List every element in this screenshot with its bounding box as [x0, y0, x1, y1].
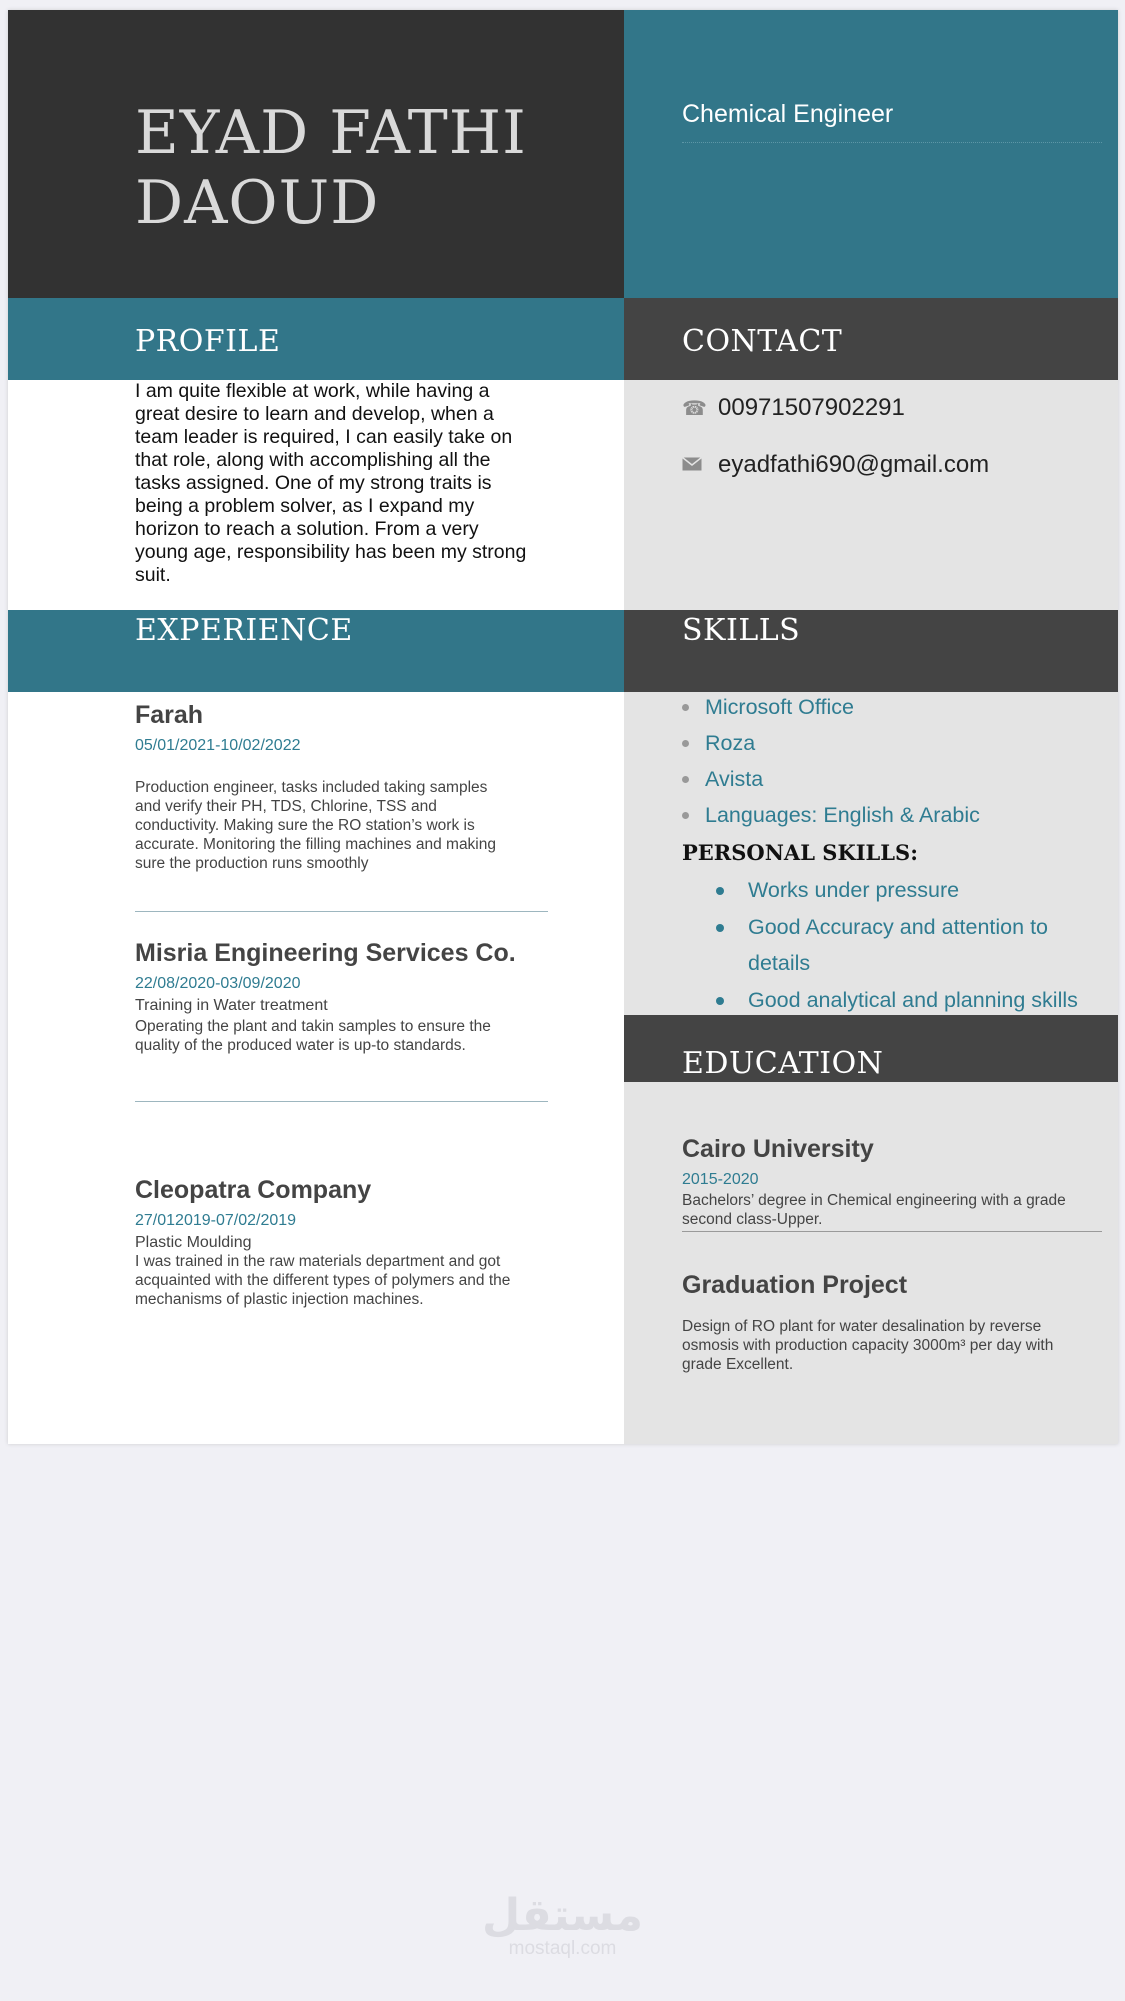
- personal-skill-item: [716, 909, 1078, 946]
- experience-dates: 27/012019-07/02/2019: [135, 1212, 297, 1229]
- phone-icon: ☎: [682, 397, 707, 420]
- description-line: conductivity. Making sure the RO station’s work is: [135, 817, 475, 834]
- profile-summary: [135, 380, 555, 587]
- experience-divider: [135, 911, 548, 912]
- profile-title-bar: [8, 298, 624, 380]
- contact-heading: CONTACT: [682, 324, 843, 359]
- description-line: mechanisms of plastic injection machines.: [135, 1291, 424, 1308]
- profile-line: great desire to learn and develop, when a: [135, 403, 494, 425]
- bullet-icon: [716, 997, 724, 1005]
- description-line: Production engineer, tasks included taking samples: [135, 779, 488, 796]
- description-line: accurate. Monitoring the filling machines and making: [135, 836, 496, 853]
- description-line: and verify their PH, TDS, Chlorine, TSS and: [135, 798, 437, 815]
- description-line: I was trained in the raw materials department and got: [135, 1253, 501, 1270]
- experience-description: [135, 1252, 585, 1309]
- education-description: [682, 1317, 1102, 1374]
- skill-label: Roza: [705, 731, 756, 755]
- profile-line: young age, responsibility has been my strong: [135, 541, 527, 563]
- personal-skill-item: [716, 945, 1078, 982]
- experience-subtitle: Training in Water treatment: [135, 997, 328, 1014]
- profile-heading: PROFILE: [135, 324, 281, 359]
- personal-skills-heading: PERSONAL SKILLS:: [682, 840, 918, 865]
- skill-label: Microsoft Office: [705, 695, 854, 719]
- skill-item: [682, 695, 854, 720]
- role-divider: [682, 142, 1102, 143]
- experience-description: [135, 778, 575, 873]
- description-line: Operating the plant and takin samples to ensure the: [135, 1018, 491, 1035]
- role-header-block: [624, 10, 1118, 298]
- envelope-icon: [682, 454, 706, 477]
- description-line: acquainted with the different types of polymers and the: [135, 1272, 511, 1289]
- profile-line: that role, along with accomplishing all the: [135, 449, 491, 471]
- profile-line: horizon to reach a solution. From a very: [135, 518, 479, 540]
- experience-dates: 22/08/2020-03/09/2020: [135, 975, 301, 992]
- education-institution: Cairo University: [682, 1135, 874, 1163]
- watermark-domain: mostaql.com: [508, 1938, 617, 1959]
- education-divider: [682, 1231, 1102, 1232]
- personal-skill-label: Good analytical and planning skills: [748, 987, 1078, 1012]
- contact-phone: [682, 394, 905, 422]
- description-line: second class-Upper.: [682, 1211, 823, 1228]
- experience-divider: [135, 1101, 548, 1102]
- bullet-icon: [682, 740, 689, 747]
- profile-line: being a problem solver, as I expand my: [135, 495, 475, 517]
- experience-company: Cleopatra Company: [135, 1176, 372, 1204]
- personal-skill-label: Works under pressure: [748, 878, 960, 902]
- description-line: Design of RO plant for water desalination by reverse: [682, 1318, 1042, 1335]
- experience-company: Misria Engineering Services Co.: [135, 939, 516, 967]
- profile-line: team leader is required, I can easily take on: [135, 426, 513, 448]
- education-heading: EDUCATION: [682, 1046, 884, 1081]
- skill-label: Languages: English & Arabic: [705, 803, 980, 827]
- description-line: osmosis with production capacity 3000m³ per day with: [682, 1337, 1054, 1354]
- personal-skill-item: [716, 872, 1078, 909]
- phone-number[interactable]: 00971507902291: [718, 394, 905, 421]
- name-line-2: DAOUD: [135, 168, 380, 238]
- education-project-title: Graduation Project: [682, 1271, 908, 1299]
- contact-email: [682, 451, 989, 479]
- name-line-1: EYAD FATHI: [135, 98, 527, 168]
- personal-skill-item: [716, 982, 1078, 1019]
- personal-skill-label: details: [748, 951, 811, 975]
- personal-skills-list: [716, 872, 1078, 1018]
- personal-skill-label: Good Accuracy and attention to: [748, 914, 1049, 939]
- bullet-icon: [682, 704, 689, 711]
- skill-item: [682, 731, 755, 756]
- education-description: [682, 1191, 1102, 1229]
- skill-item: [682, 767, 763, 792]
- email-address[interactable]: eyadfathi690@gmail.com: [718, 451, 990, 478]
- profile-line: I am quite flexible at work, while having a: [135, 380, 490, 402]
- skills-heading: SKILLS: [682, 613, 801, 648]
- skill-item: [682, 803, 980, 828]
- description-line: Bachelors’ degree in Chemical engineering with a grade: [682, 1192, 1066, 1209]
- experience-subtitle: Plastic Moulding: [135, 1234, 252, 1251]
- skill-label: Avista: [705, 767, 764, 791]
- job-role: Chemical Engineer: [682, 100, 894, 128]
- description-line: grade Excellent.: [682, 1356, 794, 1373]
- experience-dates: 05/01/2021-10/02/2022: [135, 737, 301, 754]
- resume-page: [8, 10, 1118, 1444]
- candidate-name: [135, 98, 615, 238]
- experience-description: [135, 1017, 575, 1055]
- bullet-icon: [682, 812, 689, 819]
- bullet-icon: [716, 887, 724, 895]
- education-dates: 2015-2020: [682, 1171, 759, 1188]
- profile-line: suit.: [135, 564, 171, 586]
- watermark-logo: مستقل: [482, 1890, 643, 1941]
- profile-line: tasks assigned. One of my strong traits is: [135, 472, 492, 494]
- description-line: quality of the produced water is up-to standards.: [135, 1037, 466, 1054]
- description-line: sure the production runs smoothly: [135, 855, 369, 872]
- experience-heading: EXPERIENCE: [135, 613, 353, 648]
- bullet-icon: [716, 924, 724, 932]
- bullet-icon: [682, 776, 689, 783]
- experience-company: Farah: [135, 701, 204, 729]
